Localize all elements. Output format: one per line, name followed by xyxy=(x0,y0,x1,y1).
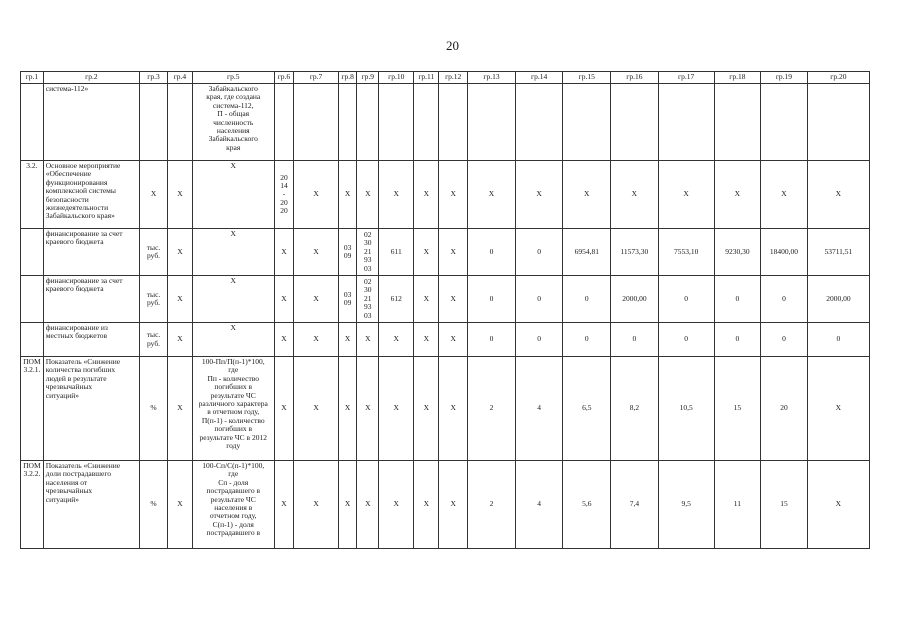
table-cell: 0 xyxy=(515,323,563,357)
table-cell: X xyxy=(168,357,193,461)
table-cell: 3.2. xyxy=(21,161,44,229)
main-activity-row xyxy=(21,161,870,229)
table-cell: 03 09 xyxy=(338,276,357,323)
table-cell: X xyxy=(357,161,379,229)
table-cell: X xyxy=(714,161,761,229)
table-cell: X xyxy=(192,323,274,357)
table-cell xyxy=(439,84,468,161)
table-cell: X xyxy=(611,161,659,229)
table-cell xyxy=(21,323,44,357)
column-header: гр.10 xyxy=(379,72,414,84)
table-cell: X xyxy=(168,461,193,549)
table-cell: 6,5 xyxy=(563,357,611,461)
table-cell: 0 xyxy=(515,229,563,276)
table-cell: 100-Сп/С(п-1)*100, где Сп - доля пострадавшего в результате ЧС населения в отчетном году, С(п-1) - доля пострадавшего в xyxy=(192,461,274,549)
table-cell: 0 xyxy=(714,276,761,323)
table-cell: X xyxy=(357,323,379,357)
table-cell: X xyxy=(274,276,294,323)
column-header: гр.16 xyxy=(611,72,659,84)
column-header: гр.8 xyxy=(338,72,357,84)
table-cell xyxy=(21,84,44,161)
table-cell: 20 xyxy=(761,357,808,461)
table-cell: тыс. руб. xyxy=(140,276,168,323)
column-header: гр.19 xyxy=(761,72,808,84)
table-cell: 11 xyxy=(714,461,761,549)
table-cell: 0 xyxy=(468,323,516,357)
table-cell: X xyxy=(414,323,439,357)
table-cell: X xyxy=(274,461,294,549)
table-cell: X xyxy=(563,161,611,229)
table-cell: 18400,00 xyxy=(761,229,808,276)
funding-row-611 xyxy=(21,229,870,276)
table-cell: 0 xyxy=(761,323,808,357)
table-cell: X xyxy=(439,323,468,357)
table-cell: 10,5 xyxy=(658,357,714,461)
column-header: гр.18 xyxy=(714,72,761,84)
table-cell: 2 xyxy=(468,461,516,549)
table-cell: X xyxy=(140,161,168,229)
table-cell: 0 xyxy=(658,323,714,357)
column-header: гр.13 xyxy=(468,72,516,84)
table-cell: финансирование за счет краевого бюджета xyxy=(43,229,139,276)
table-cell: Показатель «Снижение доли пострадавшего населения от чрезвычайных ситуаций» xyxy=(43,461,139,549)
table-cell: X xyxy=(168,161,193,229)
table-cell: X xyxy=(414,357,439,461)
indicator-table xyxy=(20,71,870,549)
table-cell: тыс. руб. xyxy=(140,323,168,357)
header-row xyxy=(21,72,870,84)
table-cell: система-112» xyxy=(43,84,139,161)
funding-row-612 xyxy=(21,276,870,323)
table-cell: X xyxy=(274,357,294,461)
table-cell: 6954,81 xyxy=(563,229,611,276)
table-cell: X xyxy=(168,323,193,357)
table-cell: 5,6 xyxy=(563,461,611,549)
table-cell xyxy=(611,84,659,161)
table-cell: % xyxy=(140,461,168,549)
table-cell: X xyxy=(379,461,414,549)
table-cell: 03 09 xyxy=(338,229,357,276)
local-funding-row xyxy=(21,323,870,357)
table-cell: X xyxy=(807,161,869,229)
table-cell: X xyxy=(439,161,468,229)
table-cell: X xyxy=(294,161,339,229)
table-cell: ПОМ 3.2.1. xyxy=(21,357,44,461)
table-cell: 20 14 - 20 20 xyxy=(274,161,294,229)
table-cell: X xyxy=(294,357,339,461)
table-cell: 4 xyxy=(515,461,563,549)
table-cell: X xyxy=(439,229,468,276)
table-cell: 11573,30 xyxy=(611,229,659,276)
table-cell: X xyxy=(439,357,468,461)
table-cell: 0 xyxy=(468,276,516,323)
table-cell xyxy=(658,84,714,161)
table-cell: X xyxy=(439,461,468,549)
table-cell: 15 xyxy=(761,461,808,549)
table-cell: X xyxy=(338,357,357,461)
table-cell: X xyxy=(379,323,414,357)
table-cell: X xyxy=(294,461,339,549)
column-header: гр.9 xyxy=(357,72,379,84)
table-cell: 2 xyxy=(468,357,516,461)
table-cell: Забайкальского края, где создана система-112, П - общая численность населения Забайкальского края xyxy=(192,84,274,161)
table-cell xyxy=(294,84,339,161)
column-header: гр.1 xyxy=(21,72,44,84)
column-header: гр.11 xyxy=(414,72,439,84)
table-cell xyxy=(274,84,294,161)
table-cell xyxy=(563,84,611,161)
table-cell: 611 xyxy=(379,229,414,276)
column-header: гр.5 xyxy=(192,72,274,84)
table-cell: ПОМ 3.2.2. xyxy=(21,461,44,549)
table-cell xyxy=(761,84,808,161)
table-cell: X xyxy=(338,323,357,357)
table-cell: 0 xyxy=(807,323,869,357)
table-cell: X xyxy=(439,276,468,323)
table-cell xyxy=(714,84,761,161)
table-cell: X xyxy=(168,229,193,276)
table-cell: X xyxy=(192,161,274,229)
column-header: гр.2 xyxy=(43,72,139,84)
table-cell: X xyxy=(357,461,379,549)
table-cell: финансирование из местных бюджетов xyxy=(43,323,139,357)
table-cell: 0 xyxy=(515,276,563,323)
table-cell xyxy=(515,84,563,161)
table-cell: X xyxy=(294,276,339,323)
table-cell: 7,4 xyxy=(611,461,659,549)
table-cell xyxy=(338,84,357,161)
table-cell: % xyxy=(140,357,168,461)
table-cell: X xyxy=(294,323,339,357)
table-cell: 0 xyxy=(611,323,659,357)
column-header: гр.15 xyxy=(563,72,611,84)
table-cell xyxy=(807,84,869,161)
table-cell: X xyxy=(761,161,808,229)
table-cell: X xyxy=(338,161,357,229)
table-cell xyxy=(357,84,379,161)
table-cell: X xyxy=(414,161,439,229)
table-cell: финансирование за счет краевого бюджета xyxy=(43,276,139,323)
table-cell: 2000,00 xyxy=(807,276,869,323)
table-cell: 53711,51 xyxy=(807,229,869,276)
indicator-row-3-2-1 xyxy=(21,357,870,461)
table-cell: X xyxy=(468,161,516,229)
table-cell xyxy=(468,84,516,161)
table-cell: X xyxy=(192,276,274,323)
column-header: гр.17 xyxy=(658,72,714,84)
column-header: гр.3 xyxy=(140,72,168,84)
continued-row xyxy=(21,84,870,161)
table-cell: X xyxy=(274,229,294,276)
table-cell: X xyxy=(379,161,414,229)
table-cell: X xyxy=(807,461,869,549)
table-cell: X xyxy=(168,276,193,323)
table-cell: 4 xyxy=(515,357,563,461)
indicator-row-3-2-2 xyxy=(21,461,870,549)
table-cell: X xyxy=(658,161,714,229)
table-cell: X xyxy=(515,161,563,229)
table-cell: 2000,00 xyxy=(611,276,659,323)
table-cell xyxy=(168,84,193,161)
table-cell: Показатель «Снижение количества погибших людей в результате чрезвычайных ситуаций» xyxy=(43,357,139,461)
table-cell: X xyxy=(192,229,274,276)
table-cell: X xyxy=(338,461,357,549)
table-cell: тыс. руб. xyxy=(140,229,168,276)
table-cell: 0 xyxy=(714,323,761,357)
table-cell: 612 xyxy=(379,276,414,323)
table-cell: 02 30 21 93 03 xyxy=(357,276,379,323)
column-header: гр.4 xyxy=(168,72,193,84)
column-header: гр.6 xyxy=(274,72,294,84)
table-cell: 0 xyxy=(658,276,714,323)
column-header: гр.20 xyxy=(807,72,869,84)
table-cell: X xyxy=(294,229,339,276)
table-cell: Основное мероприятие «Обеспечение функционирования комплексной системы безопасности жизнедеятельности Забайкальского края» xyxy=(43,161,139,229)
column-header: гр.14 xyxy=(515,72,563,84)
column-header: гр.12 xyxy=(439,72,468,84)
table-cell: 100-Пп/П(п-1)*100, где Пп - количество погибших в результате ЧС различного характера в отчетном году, П(п-1) - количество погибших в результате ЧС в 2012 году xyxy=(192,357,274,461)
table-cell: 0 xyxy=(761,276,808,323)
table-cell: 7553,10 xyxy=(658,229,714,276)
table-cell xyxy=(414,84,439,161)
table-cell: 0 xyxy=(563,276,611,323)
table-cell: 9230,30 xyxy=(714,229,761,276)
table-cell: 15 xyxy=(714,357,761,461)
table-cell: 0 xyxy=(468,229,516,276)
table-cell: 0 xyxy=(563,323,611,357)
table-cell xyxy=(21,229,44,276)
table-cell: X xyxy=(807,357,869,461)
table-cell: X xyxy=(357,357,379,461)
table-cell: X xyxy=(414,276,439,323)
page-number: 20 xyxy=(446,38,459,53)
table-cell: X xyxy=(274,323,294,357)
table-cell xyxy=(140,84,168,161)
table-cell: X xyxy=(414,229,439,276)
table-cell: 02 30 21 93 03 xyxy=(357,229,379,276)
table-cell xyxy=(21,276,44,323)
table-cell: X xyxy=(379,357,414,461)
table-cell: X xyxy=(414,461,439,549)
table-cell: 8,2 xyxy=(611,357,659,461)
table-cell: 9,5 xyxy=(658,461,714,549)
table-cell xyxy=(379,84,414,161)
column-header: гр.7 xyxy=(294,72,339,84)
